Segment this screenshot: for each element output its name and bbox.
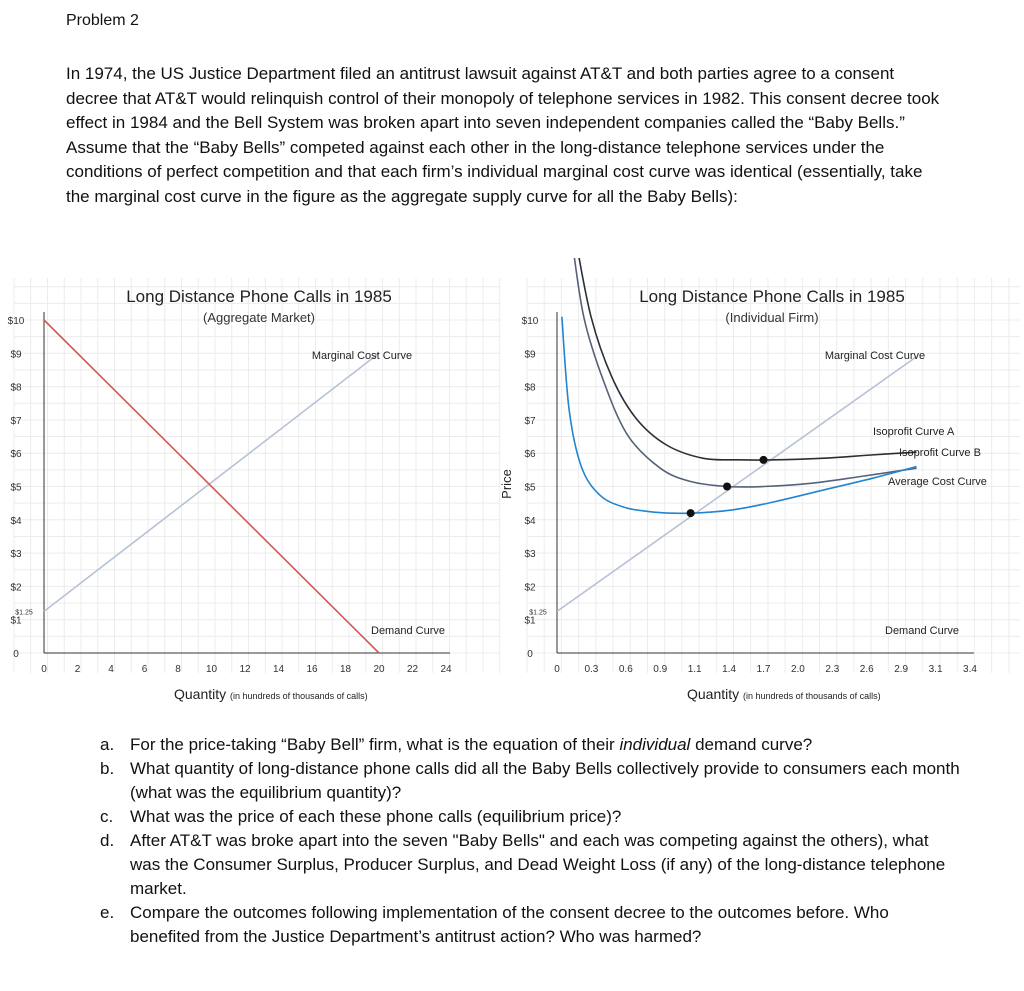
individual-firm-chart [490,258,1024,710]
x-tick-label: 8 [175,664,181,675]
question-text [130,733,960,757]
x-tick-label: 16 [306,664,318,675]
y-tick-label: $7 [524,415,536,427]
y-tick-label: $3 [10,549,22,561]
question-letter: e. [100,903,115,922]
y-tick-label: $9 [10,349,22,361]
x-tick-label: 12 [239,664,251,675]
chart-title: Long Distance Phone Calls in 1985 [639,287,905,306]
isoprofit-a-label: Isoprofit Curve A [873,426,955,438]
x-tick-label: 10 [205,664,218,675]
question-item [100,901,960,949]
y-tick-label: $2 [524,582,536,594]
y-tick-label: $10 [7,316,25,327]
intro-paragraph: In 1974, the US Justice Department filed an antitrust lawsuit against AT&T and both parties agree to a consent decree that AT&T would relinquish control of their monopoly of telephone services in 1982. This consent decree took effect in 1984 and the Bell System was broken apart into seven independent companies called the “Baby Bells.” Assume that the “Baby Bells” competed against each other in the long-distance telephone services under the conditions of perfect competition and that each firm’s individual marginal cost curve was identical (essentially, take the marginal cost curve in the figure as the aggregate supply curve for all the Baby Bells): [66,64,940,206]
x-tick-label: 6 [141,664,148,675]
chart-subtitle: (Individual Firm) [725,310,819,325]
x-tick-label: 1.7 [756,664,771,675]
x-tick-label: 0.3 [584,664,599,675]
aggregate-market-chart [0,258,505,710]
chart-axes [522,312,978,675]
mc-curve-label: Marginal Cost Curve [824,350,926,362]
y-tick-label: $2 [10,582,22,594]
x-tick-label: 2 [74,664,81,675]
question-list [100,733,960,949]
y-tick-label: 0 [527,649,533,660]
intersection-point [687,509,695,517]
x-tick-label: 1.1 [687,664,702,675]
intersection-point [760,456,768,464]
x-tick-label: 18 [339,664,352,675]
x-tick-label: 3.4 [963,664,977,675]
y-tick-label: $4 [524,515,536,527]
chart-labels [499,287,987,702]
x-axis-note: (in hundreds of thousands of calls) [230,691,368,701]
question-letter: b. [100,759,115,778]
question-letter: a. [100,735,115,754]
chart-labels [126,287,445,702]
y-tick-label: $6 [524,449,536,461]
x-tick-label: 22 [406,664,419,675]
y-tick-label: $1 [524,615,536,627]
x-tick-label: 0 [554,664,560,675]
demand-curve-label: Demand Curve [371,625,445,637]
x-axis-label [687,686,881,702]
question-item [100,829,960,901]
question-item [100,733,960,757]
chart-subtitle: (Aggregate Market) [203,310,315,325]
y-tick-label: $9 [524,349,536,361]
x-tick-label: 2.6 [859,664,874,675]
marginal-cost-curve-line [557,357,917,612]
price-annotation: $1.25 [529,609,547,617]
x-tick-label: 1.4 [722,664,737,675]
x-axis-title: Quantity [174,686,227,702]
problem-title: Problem 2 [66,12,139,29]
y-tick-label: $1 [10,615,22,627]
problem-intro [66,62,946,209]
y-tick-label: $4 [10,515,22,527]
y-axis-label: Price [499,469,514,499]
mc-curve-label: Marginal Cost Curve [311,350,413,362]
price-annotation: $1.25 [15,609,33,617]
question-letter: d. [100,831,115,850]
x-tick-label: 0.6 [618,664,633,675]
x-tick-label: 20 [373,664,385,675]
x-axis-title: Quantity [687,686,740,702]
x-tick-label: 2.0 [790,664,805,675]
x-tick-label: 2.9 [894,664,909,675]
x-axis-note: (in hundreds of thousands of calls) [743,691,881,701]
x-tick-label: 4 [108,664,114,675]
isoprofit-b-label: Isoprofit Curve B [899,447,981,459]
x-axis-label [174,686,368,702]
intersection-point [723,483,731,491]
question-text: Compare the outcomes following implementation of the consent decree to the outcomes before. Who benefited from the Justice Department’s antitrust action? Who was harmed? [130,903,889,946]
average-cost-label: Average Cost Curve [888,476,987,488]
x-tick-label: 14 [272,664,285,675]
y-tick-label: $7 [10,415,22,427]
x-tick-label: 2.3 [825,664,840,675]
question-text: After AT&T was broke apart into the seven "Baby Bells" and each was competing against the others), what was the Consumer Surplus, Producer Surplus, and Dead Weight Loss (if any) of the long-distance telephone market. [130,831,946,898]
y-tick-label: $8 [10,382,22,394]
chart-title: Long Distance Phone Calls in 1985 [126,287,392,306]
y-tick-label: $5 [10,482,22,494]
y-tick-label: $6 [10,449,22,461]
y-tick-label: $8 [524,382,536,394]
x-tick-label: 0 [41,664,47,675]
y-tick-label: 0 [13,649,19,660]
chart-grid [14,278,500,673]
question-text: What was the price of each these phone calls (equilibrium price)? [130,807,622,826]
x-tick-label: 3.1 [928,664,943,675]
question-text: What quantity of long-distance phone calls did all the Baby Bells collectively provide to consumers each month (what was the equilibrium quantity)? [130,759,960,802]
y-tick-label: $3 [524,549,536,561]
average-cost-curve-line [562,317,917,514]
demand-curve-label: Demand Curve [885,625,959,637]
y-tick-label: $5 [524,482,536,494]
question-item [100,805,960,829]
x-tick-label: 0.9 [653,664,668,675]
question-text-pre: For the price-taking “Baby Bell” firm, what is the equation of their [130,735,620,754]
question-letter: c. [100,807,114,826]
question-text-post: demand curve? [690,735,813,754]
chart-axes [8,312,452,675]
question-item [100,757,960,805]
question-text-emphasis: individual [619,735,691,754]
marginal-cost-curve-line [44,353,379,611]
y-tick-label: $10 [521,316,539,327]
x-tick-label: 24 [440,664,452,675]
